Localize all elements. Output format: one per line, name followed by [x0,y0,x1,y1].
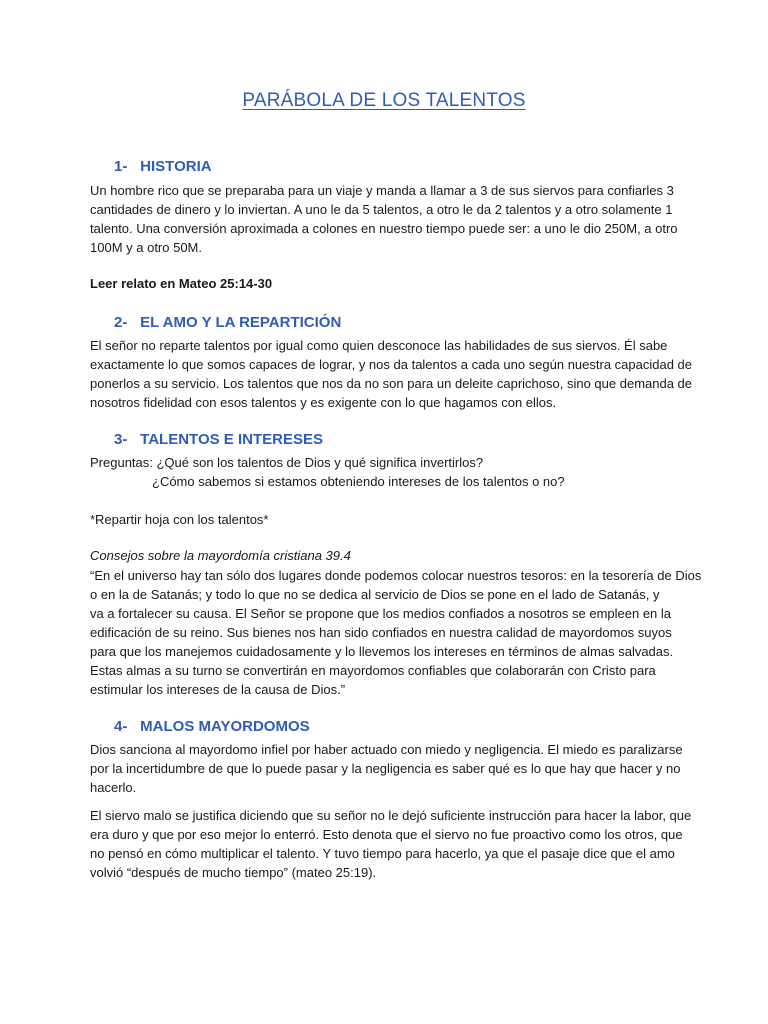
question-line: ¿Cómo sabemos si estamos obteniendo intereses de los talentos o no? [152,474,565,489]
section-3-number: 3- [114,431,128,448]
paragraph-line: volvió “después de mucho tiempo” (mateo 25:19). [90,865,377,880]
paragraph-line: El siervo malo se justifica diciendo que su señor no le dejó suficiente instrucción para hacer la labor, que [90,808,692,823]
quote-block [90,566,702,699]
paragraph-line: hacerlo. [90,780,137,795]
quote-line: Estas almas a su turno se convertirán en mayordomos confiables que colaborarán con Cristo para [90,663,656,678]
paragraph-line: Un hombre rico que se preparaba para un viaje y manda a llamar a 3 de sus siervos para confiarles 3 [90,183,674,198]
quote-line: o en la de Satanás; y todo lo que no se dedica al servicio de Dios se pone en el lado de Satanás, y [90,587,660,602]
section-1-heading [114,158,212,175]
paragraph-line: nosotros fidelidad con esos talentos y es exigente con lo que hagamos con ellos. [90,395,557,410]
section-2-paragraph [90,336,693,412]
quote-line: estimular los intereses de la causa de Dios.” [90,682,346,697]
section-4-heading [114,718,310,735]
section-1-title: HISTORIA [140,158,212,175]
section-1-paragraph [90,181,690,257]
paragraph-line: Dios sanciona al mayordomo infiel por haber actuado con miedo y negligencia. El miedo es paralizarse [90,742,683,757]
quote-line: para que los manejemos cuidadosamente y lo llevemos los intereses en términos de almas salvadas. [90,644,674,659]
quote-source: Consejos sobre la mayordomía cristiana 39.4 [90,548,351,563]
paragraph-line: por la incertidumbre de que lo puede pasar y la negligencia es saber qué es lo que hay que hacer y no [90,761,681,776]
section-1-number: 1- [114,158,128,175]
section-2-heading [114,314,341,331]
paragraph-line: 100M y a otro 50M. [90,240,202,255]
quote-line: edificación de su reino. Sus bienes nos han sido confiados en nuestra calidad de mayordomos suyos [90,625,672,640]
paragraph-line: era duro y que por eso mejor lo enterró. Esto denota que el siervo no fue proactivo como los otros, que [90,827,683,842]
paragraph-line: cantidades de dinero y lo inviertan. A uno le da 5 talentos, a otro le da 2 talentos y a otro solamente 1 [90,202,673,217]
section-3-title: TALENTOS E INTERESES [140,431,323,448]
paragraph-line: ponerlos a su servicio. Los talentos que nos da no son para un deleite caprichoso, sino que demanda de [90,376,693,391]
paragraph-line: no pensó en cómo multiplicar el talento. Y tuvo tiempo para hacerlo, ya que el pasaje dice que el amo [90,846,675,861]
quote-line: “En el universo hay tan sólo dos lugares donde podemos colocar nuestros tesoros: en la tesorería de Dios [90,568,702,583]
handout-note: *Repartir hoja con los talentos* [90,512,269,527]
paragraph-line: exactamente lo que somos capaces de lograr, y nos da talentos a cada uno según nuestra capacidad de [90,357,693,372]
questions-block [90,453,690,491]
paragraph-line: talento. Una conversión aproximada a colones en nuestro tiempo puede ser: a uno le dio 250M, a otro [90,221,678,236]
section-2-title: EL AMO Y LA REPARTICIÓN [140,314,342,331]
section-2-number: 2- [114,314,128,331]
paragraph-line: El señor no reparte talentos por igual como quien desconoce las habilidades de sus siervos. Él sabe [90,338,668,353]
section-4-title: MALOS MAYORDOMOS [140,718,310,735]
page-title: PARÁBOLA DE LOS TALENTOS [242,90,526,111]
section-4-number: 4- [114,718,128,735]
section-4-paragraph-2 [90,806,690,882]
section-4-paragraph-1 [90,740,690,797]
section-3-heading [114,431,323,448]
question-line: Preguntas: ¿Qué son los talentos de Dios y qué significa invertirlos? [90,455,484,470]
quote-line: va a fortalecer su causa. El Señor se propone que los medios confiados a nosotros se empleen en la [90,606,672,621]
reading-reference: Leer relato en Mateo 25:14-30 [90,276,273,291]
